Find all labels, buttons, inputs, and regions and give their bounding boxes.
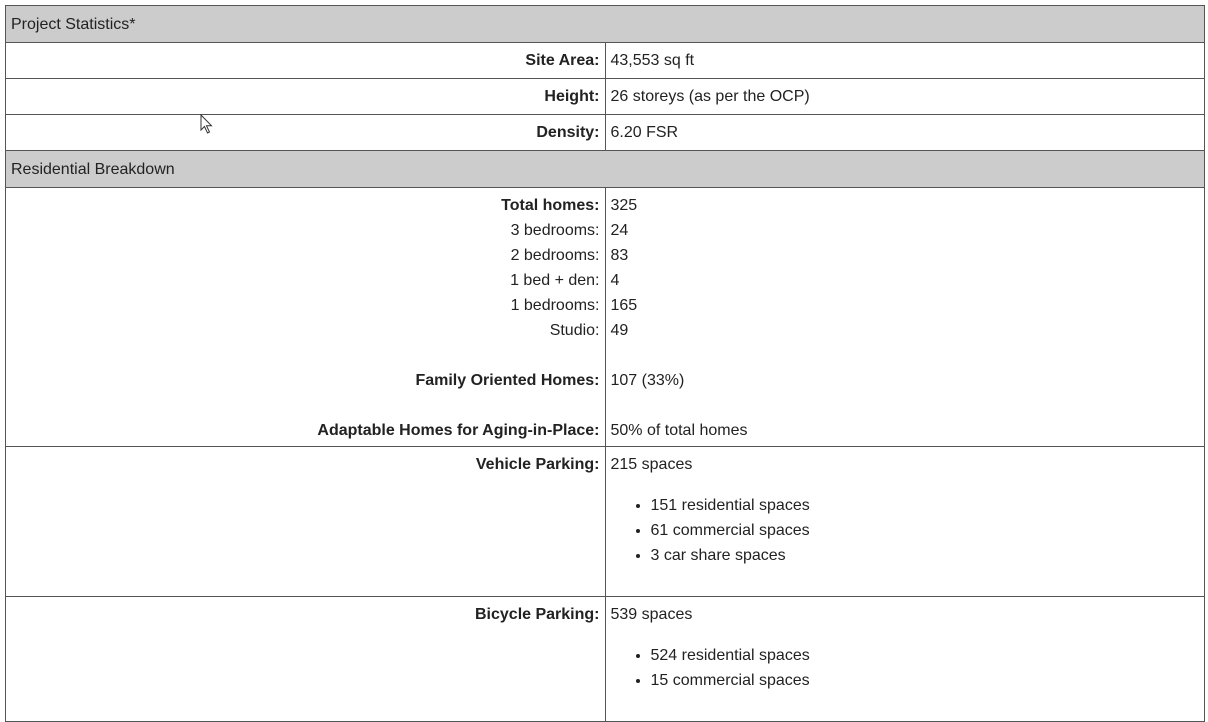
- residential-labels-cell: [6, 188, 606, 447]
- density-label: Density:: [6, 115, 606, 151]
- one-bed-den-label: 1 bed + den:: [510, 272, 600, 289]
- project-statistics-panel: [5, 5, 1205, 722]
- vehicle-parking-row: [6, 447, 1205, 597]
- two-bedrooms-label: 2 bedrooms:: [510, 247, 600, 264]
- list-item: • 524 residential spaces: [651, 643, 1205, 668]
- residential-values-cell: [605, 188, 1205, 447]
- height-value: 26 storeys (as per the OCP): [605, 79, 1205, 115]
- residential-breakdown-row: [6, 188, 1205, 447]
- list-item: • 3 car share spaces: [651, 543, 1205, 568]
- three-bedrooms-label: 3 bedrooms:: [510, 222, 600, 239]
- project-statistics-header: Project Statistics*: [6, 6, 1205, 43]
- family-homes-label: Family Oriented Homes:: [415, 372, 600, 389]
- one-bedrooms-value: 165: [610, 297, 638, 314]
- mouse-pointer-icon: [200, 114, 214, 134]
- bicycle-parking-cell: [605, 597, 1205, 722]
- three-bedrooms-value: 24: [610, 222, 629, 239]
- height-row: [6, 79, 1205, 115]
- total-homes-value: 325: [610, 197, 638, 214]
- project-statistics-header-row: [6, 6, 1205, 43]
- site-area-value: 43,553 sq ft: [605, 43, 1205, 79]
- studio-label: Studio:: [549, 322, 600, 339]
- total-homes-label: Total homes:: [501, 197, 600, 214]
- list-item: • 151 residential spaces: [651, 493, 1205, 518]
- density-value: 6.20 FSR: [605, 115, 1205, 151]
- studio-value: 49: [610, 322, 629, 339]
- adaptable-homes-value: 50% of total homes: [610, 422, 748, 439]
- site-area-row: [6, 43, 1205, 79]
- density-row: [6, 115, 1205, 151]
- list-item: • 61 commercial spaces: [651, 518, 1205, 543]
- list-item: • 15 commercial spaces: [651, 668, 1205, 693]
- one-bed-den-value: 4: [610, 272, 620, 289]
- family-homes-value: 107 (33%): [610, 372, 685, 389]
- two-bedrooms-value: 83: [610, 247, 629, 264]
- bicycle-parking-row: [6, 597, 1205, 722]
- project-statistics-table: [5, 5, 1205, 722]
- vehicle-parking-list: [611, 493, 1205, 568]
- bicycle-parking-list: [611, 643, 1205, 693]
- bicycle-parking-label: Bicycle Parking:: [6, 597, 606, 722]
- vehicle-parking-value: 215 spaces: [610, 456, 693, 473]
- bicycle-parking-value: 539 spaces: [610, 606, 693, 623]
- height-label: Height:: [6, 79, 606, 115]
- vehicle-parking-label: Vehicle Parking:: [6, 447, 606, 597]
- one-bedrooms-label: 1 bedrooms:: [510, 297, 600, 314]
- residential-breakdown-header: Residential Breakdown: [6, 151, 1205, 188]
- site-area-label: Site Area:: [6, 43, 606, 79]
- residential-breakdown-header-row: [6, 151, 1205, 188]
- vehicle-parking-cell: [605, 447, 1205, 597]
- adaptable-homes-label: Adaptable Homes for Aging-in-Place:: [317, 422, 600, 439]
